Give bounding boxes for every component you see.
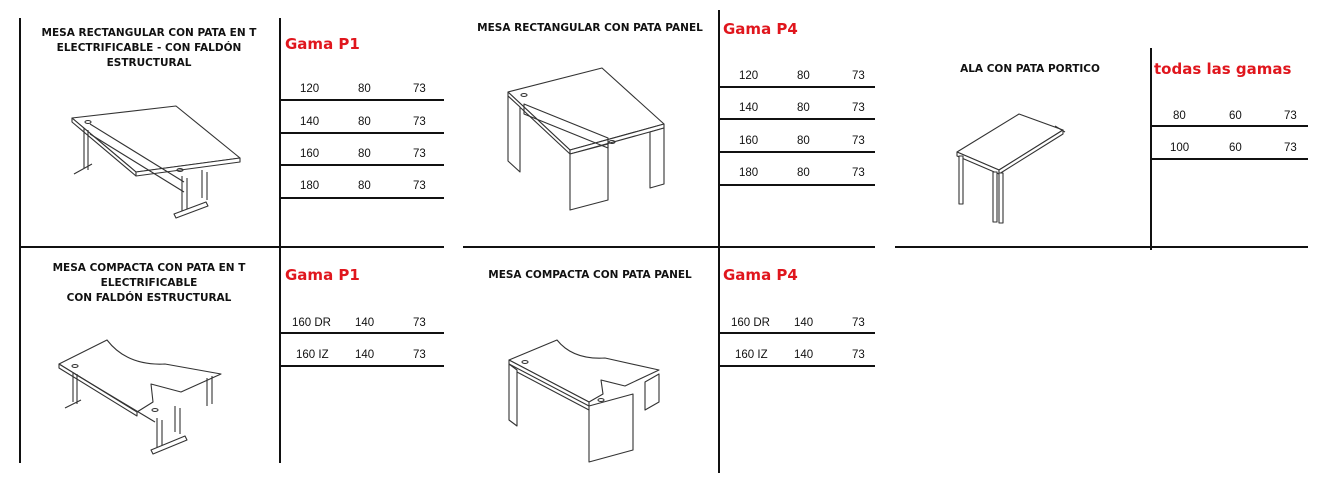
product-title-line: MESA COMPACTA CON PATA EN T ELECTRIFICABLE bbox=[52, 262, 246, 289]
product-title bbox=[20, 26, 278, 71]
product-title-line: ALA CON PATA PORTICO bbox=[960, 63, 1100, 75]
dimension-depth: 140 bbox=[355, 317, 375, 329]
dimension-depth: 140 bbox=[794, 317, 814, 329]
dimension-height: 73 bbox=[852, 317, 865, 329]
dimension-depth: 80 bbox=[797, 167, 810, 179]
dimension-width: 160 IZ bbox=[296, 349, 329, 361]
dimension-height: 73 bbox=[852, 70, 865, 82]
row-divider bbox=[719, 86, 875, 88]
row-divider bbox=[1151, 158, 1308, 160]
divider-horizontal bbox=[463, 246, 875, 248]
product-title bbox=[935, 62, 1125, 77]
gama-label: Gama P4 bbox=[723, 266, 798, 284]
dimension-width: 80 bbox=[1173, 110, 1186, 122]
dimension-height: 73 bbox=[1284, 110, 1297, 122]
dimension-depth: 80 bbox=[797, 70, 810, 82]
dimension-height: 73 bbox=[852, 135, 865, 147]
row-divider bbox=[280, 132, 444, 134]
dimension-width: 120 bbox=[300, 83, 320, 95]
rectangular-desk-panel-leg-icon bbox=[500, 62, 670, 207]
dimension-height: 73 bbox=[413, 349, 426, 361]
divider-horizontal bbox=[19, 246, 444, 248]
dimension-width: 100 bbox=[1170, 142, 1190, 154]
dimension-height: 73 bbox=[413, 148, 426, 160]
dimension-width: 160 bbox=[739, 135, 759, 147]
gama-label: Gama P1 bbox=[285, 35, 360, 53]
dimension-width: 160 DR bbox=[731, 317, 770, 329]
row-divider bbox=[719, 365, 875, 367]
row-divider bbox=[280, 197, 444, 199]
product-title bbox=[18, 261, 280, 306]
product-title-line: MESA RECTANGULAR CON PATA PANEL bbox=[477, 22, 703, 34]
gama-label: Gama P1 bbox=[285, 266, 360, 284]
dimension-depth: 80 bbox=[358, 116, 371, 128]
row-divider bbox=[719, 184, 875, 186]
divider-vertical bbox=[19, 18, 21, 463]
dimension-width: 140 bbox=[300, 116, 320, 128]
dimension-width: 140 bbox=[739, 102, 759, 114]
compact-desk-t-leg-icon bbox=[55, 336, 225, 456]
dimension-depth: 80 bbox=[797, 135, 810, 147]
row-divider bbox=[280, 365, 444, 367]
dimension-width: 180 bbox=[739, 167, 759, 179]
dimension-depth: 80 bbox=[358, 148, 371, 160]
gama-label: todas las gamas bbox=[1154, 60, 1292, 78]
product-title-line: MESA RECTANGULAR CON PATA EN T bbox=[41, 27, 257, 39]
gama-label: Gama P4 bbox=[723, 20, 798, 38]
row-divider bbox=[280, 99, 444, 101]
dimension-depth: 80 bbox=[797, 102, 810, 114]
dimension-width: 180 bbox=[300, 180, 320, 192]
dimension-width: 120 bbox=[739, 70, 759, 82]
row-divider bbox=[719, 118, 875, 120]
row-divider bbox=[280, 332, 444, 334]
compact-desk-panel-leg-icon bbox=[505, 336, 665, 466]
dimension-height: 73 bbox=[413, 180, 426, 192]
dimension-depth: 140 bbox=[355, 349, 375, 361]
dimension-width: 160 DR bbox=[292, 317, 331, 329]
dimension-height: 73 bbox=[852, 102, 865, 114]
dimension-width: 160 IZ bbox=[735, 349, 768, 361]
dimension-depth: 80 bbox=[358, 83, 371, 95]
dimension-depth: 80 bbox=[358, 180, 371, 192]
dimension-height: 73 bbox=[852, 167, 865, 179]
product-title-line: ELECTRIFICABLE - CON FALDÓN ESTRUCTURAL bbox=[56, 42, 242, 69]
dimension-height: 73 bbox=[413, 116, 426, 128]
product-title-line: MESA COMPACTA CON PATA PANEL bbox=[488, 269, 692, 281]
dimension-height: 73 bbox=[1284, 142, 1297, 154]
row-divider bbox=[719, 151, 875, 153]
dimension-depth: 140 bbox=[794, 349, 814, 361]
return-table-portico-leg-icon bbox=[955, 110, 1075, 225]
dimension-height: 73 bbox=[852, 349, 865, 361]
divider-vertical bbox=[1150, 48, 1152, 250]
dimension-height: 73 bbox=[413, 317, 426, 329]
row-divider bbox=[719, 332, 875, 334]
product-title bbox=[470, 268, 710, 283]
dimension-depth: 60 bbox=[1229, 110, 1242, 122]
rectangular-desk-t-leg-icon bbox=[66, 100, 246, 220]
row-divider bbox=[280, 164, 444, 166]
divider-vertical bbox=[279, 18, 281, 463]
row-divider bbox=[1151, 125, 1308, 127]
divider-horizontal bbox=[895, 246, 1308, 248]
product-title bbox=[470, 21, 710, 36]
dimension-depth: 60 bbox=[1229, 142, 1242, 154]
dimension-width: 160 bbox=[300, 148, 320, 160]
divider-vertical bbox=[718, 10, 720, 473]
dimension-height: 73 bbox=[413, 83, 426, 95]
product-title-line: CON FALDÓN ESTRUCTURAL bbox=[66, 292, 232, 304]
